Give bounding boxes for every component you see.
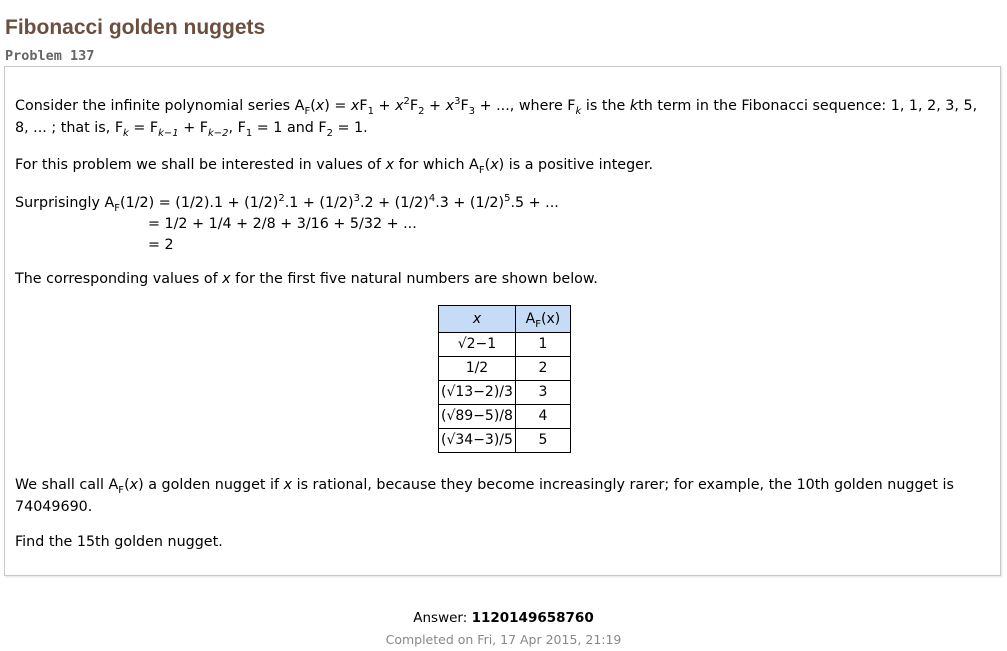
table-header-af: $A_F(x)$ [515, 306, 570, 333]
table-cell-x: (√89−5)/8 [439, 405, 516, 429]
completed-date: Completed on Fri, 17 Apr 2015, 21:19 [385, 632, 622, 647]
table-cell-af: 5 [515, 429, 570, 453]
problem-paragraph-table-intro: The corresponding values of x for the first five natural numbers are shown below. [15, 271, 598, 287]
problem-paragraph-interest: For this problem we shall be interested in values of x for which $A_F(x)$ is a positive integer. [15, 157, 654, 176]
problem-example-calculation: Surprisingly $A_F(1/2) = (1/2).1 + (1/2)^2.1 + (1/2)^3.2 + (1/2)^4.3 + (1/2)^5.5$ + ... = 1/2 + 1/4 + 2/8 + 3/16 + 5/32 + ... = 2 [15, 193, 559, 253]
table-row [439, 429, 571, 453]
page-title: Fibonacci golden nuggets [5, 16, 266, 39]
table-cell-af: 3 [515, 381, 570, 405]
problem-number: Problem 137 [5, 48, 95, 64]
answer-label: Answer: [413, 610, 472, 626]
table-cell-x: (√13−2)/3 [439, 381, 516, 405]
answer-line [0, 609, 1007, 627]
values-table [438, 305, 571, 453]
answer-value: 1120149658760 [471, 610, 594, 626]
problem-paragraph-golden-nugget: We shall call $A_F(x)$ a golden nugget if x is rational, because they become increasingly rarer; for example, the 10th golden nugget is 74049690. [15, 477, 954, 515]
problem-paragraph-series: Consider the infinite polynomial series $A_F(x) = xF_1 + x^2F_2 + x^3F_3$ + ..., where $F_k$ is the kth term in the Fibonacci sequence: 1, 1, 2, 3, 5, 8, ... ; that is, $F_k = F_{k-1} + F_{k-2}$, $F_1 = 1$ and $F_2 = 1$. [15, 96, 978, 139]
table-header-row [439, 306, 571, 333]
table-header-x: x [439, 306, 516, 333]
problem-task: Find the 15th golden nugget. [15, 534, 223, 550]
table-cell-x: √2−1 [439, 333, 516, 357]
table-cell-x: 1/2 [439, 357, 516, 381]
table-row [439, 405, 571, 429]
table-cell-af: 4 [515, 405, 570, 429]
table-cell-af: 1 [515, 333, 570, 357]
table-row [439, 333, 571, 357]
problem-content [4, 66, 1001, 576]
table-row [439, 381, 571, 405]
table-cell-x: (√34−3)/5 [439, 429, 516, 453]
table-cell-af: 2 [515, 357, 570, 381]
table-row [439, 357, 571, 381]
